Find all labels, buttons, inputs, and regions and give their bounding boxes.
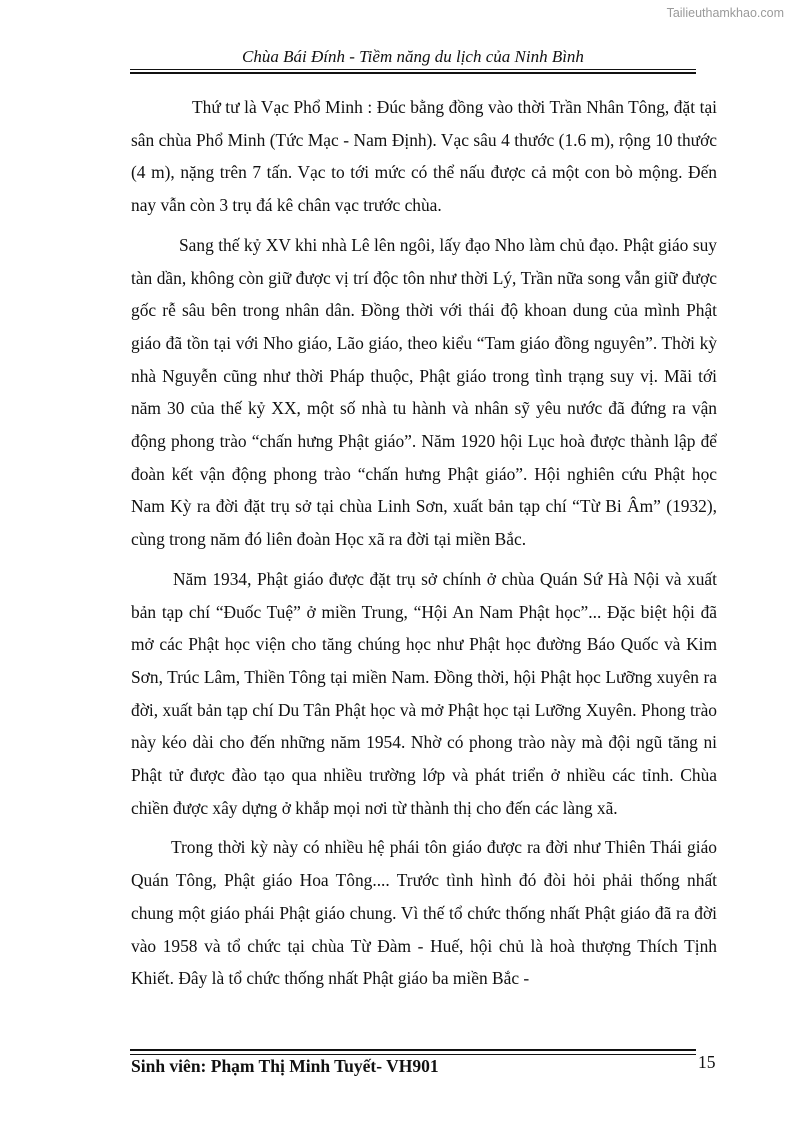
paragraph-the-ky-xv: Sang thế kỷ XV khi nhà Lê lên ngôi, lấy đạo Nho làm chủ đạo. Phật giáo suy tàn dần, không còn giữ được vị trí độc tôn như thời Lý, Trần nữa song vẫn giữ được gốc rễ sâu bên trong nhân dân. Đồng thời với thái độ khoan dung của mình Phật giáo đã tồn tại với Nho giáo, Lão giáo, theo kiểu “Tam giáo đồng nguyên”. Thời kỳ nhà Nguyễn cũng như thời Pháp thuộc, Phật giáo trong tình trạng suy vị. Mãi tới năm 30 của thế kỷ XX, một số nhà tu hành và nhân sỹ yêu nước đã đứng ra vận động phong trào “chấn hưng Phật giáo”. Năm 1920 hội Lục hoà được thành lập để đoàn kết vận động phong trào “chấn hưng Phật giáo”. Hội nghiên cứu Phật học Nam Kỳ ra đời đặt trụ sở tại chùa Linh Sơn, xuất bản tạp chí “Từ Bi Âm” (1932), cùng trong năm đó liên đoàn Học xã ra đời tại miền Bắc. bbox=[131, 234, 717, 550]
document-body bbox=[131, 91, 717, 1002]
paragraph-vac-pho-minh: Thứ tư là Vạc Phổ Minh : Đúc bằng đồng vào thời Trần Nhân Tông, đặt tại sân chùa Phổ Minh (Tức Mạc - Nam Định). Vạc sâu 4 thước (1.6 m), rộng 10 thước (4 m), nặng trên 7 tấn. Vạc to tới mức có thể nấu được cả một con bò mộng. Đến nay vẫn còn 3 trụ đá kê chân vạc trước chùa. bbox=[131, 97, 717, 216]
watermark-text: Tailieuthamkhao.com bbox=[666, 6, 784, 20]
running-header-title: Chùa Bái Đính - Tiềm năng du lịch của Ninh Bình bbox=[242, 47, 584, 66]
paragraph-nam-1934: Năm 1934, Phật giáo được đặt trụ sở chính ở chùa Quán Sứ Hà Nội và xuất bản tạp chí “Đuốc Tuệ” ở miền Trung, “Hội An Nam Phật học”... Đặc biệt hội đã mở các Phật học viện cho tăng chúng học như Phật học đường Báo Quốc và Kim Sơn, Trúc Lâm, Thiền Tông tại miền Nam. Đồng thời, hội Phật học Lưỡng xuyên ra đời, xuất bản tạp chí Du Tân Phật học và mở Phật học tại Lưỡng Xuyên. Phong trào này kéo dài cho đến những năm 1954. Nhờ có phong trào này mà đội ngũ tăng ni Phật tử được đào tạo qua nhiều trường lớp và phát triển ở nhiều các tỉnh. Chùa chiền được xây dựng ở khắp mọi nơi từ thành thị cho đến các làng xã. bbox=[131, 568, 717, 818]
footer-divider bbox=[130, 1054, 696, 1055]
header-divider bbox=[130, 69, 696, 70]
header-divider-thick bbox=[130, 72, 696, 74]
paragraph-he-phai: Trong thời kỳ này có nhiều hệ phái tôn giáo được ra đời như Thiên Thái giáo Quán Tông, Phật giáo Hoa Tông.... Trước tình hình đó đòi hỏi phải thống nhất chung một giáo phái Phật giáo chung. Vì thế tổ chức thống nhất Phật giáo đã ra đời vào 1958 và tổ chức tại chùa Từ Đàm - Huế, hội chủ là hoà thượng Thích Tịnh Khiết. Đây là tổ chức thống nhất Phật giáo ba miền Bắc - bbox=[131, 837, 717, 989]
page-number: 15 bbox=[698, 1052, 716, 1072]
footer-divider-thick bbox=[130, 1049, 696, 1051]
footer-student-name: Sinh viên: Phạm Thị Minh Tuyết- VH901 bbox=[131, 1056, 439, 1076]
